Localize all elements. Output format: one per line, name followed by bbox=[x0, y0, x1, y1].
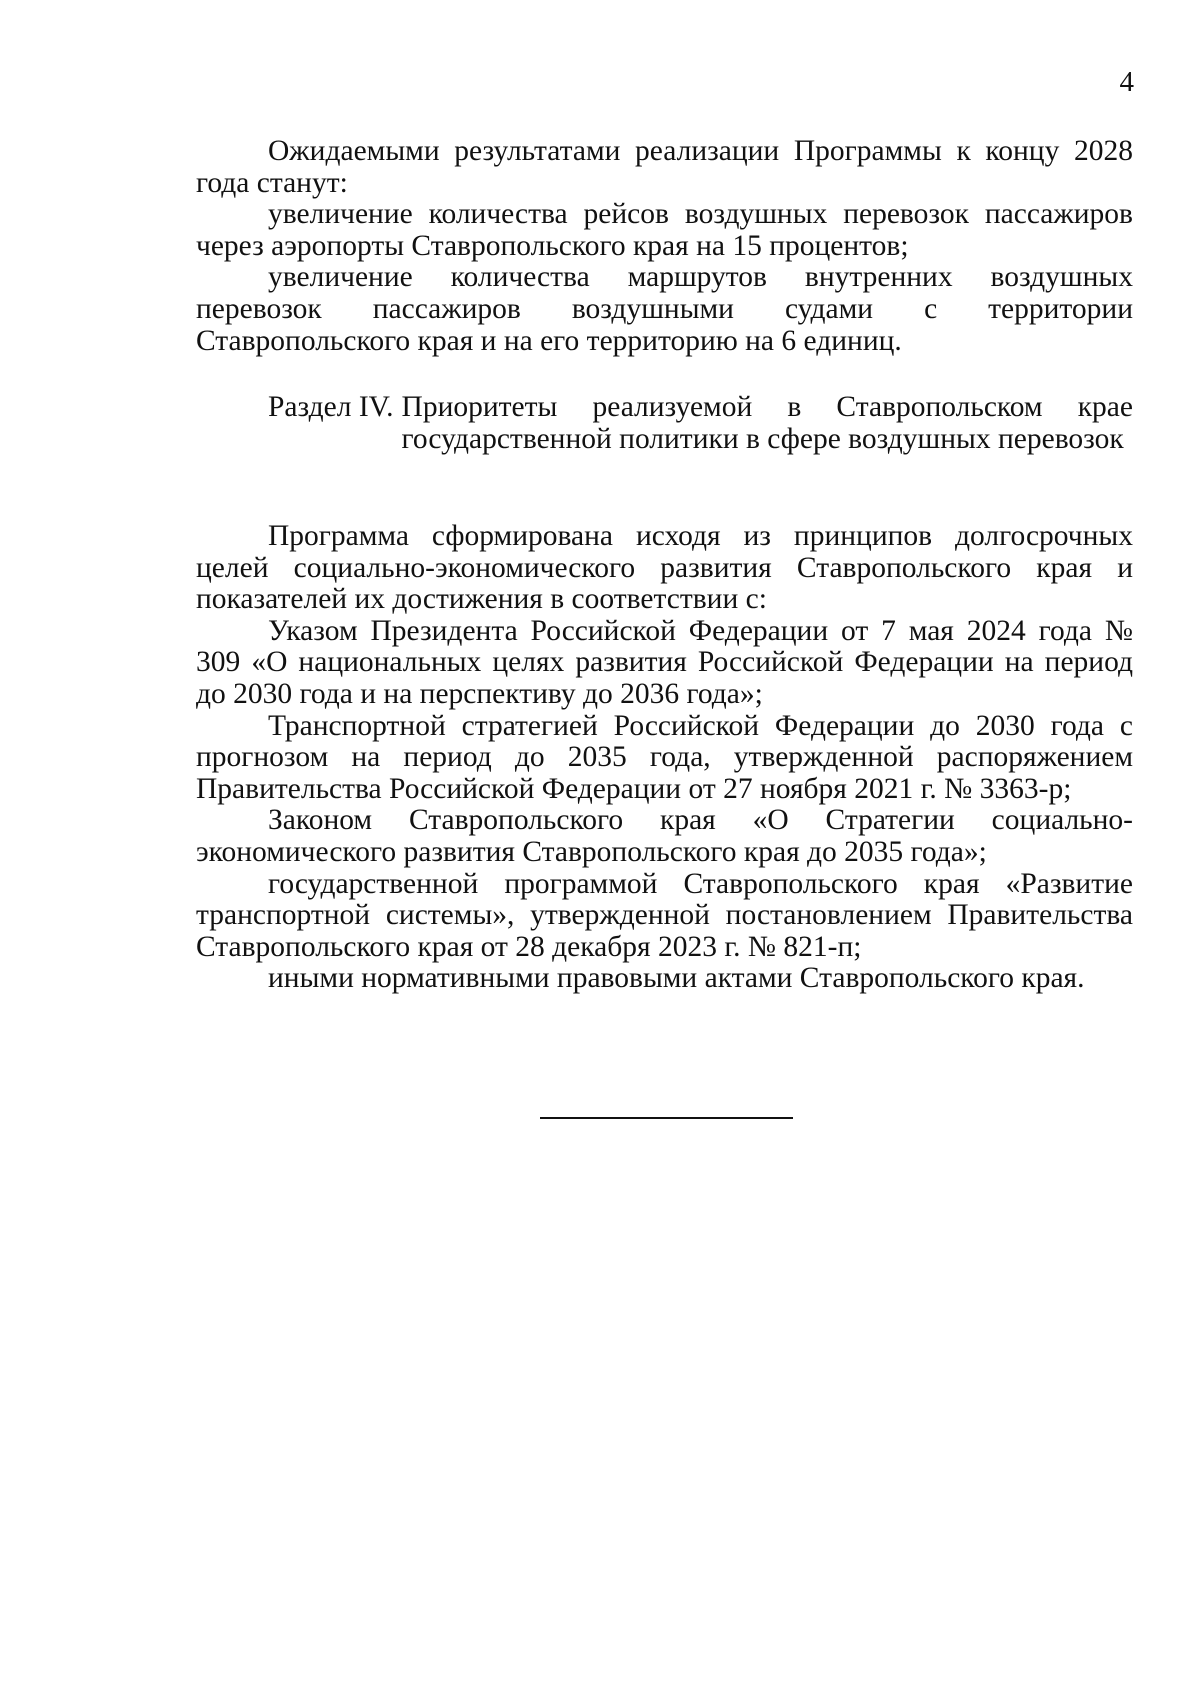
results-item-paragraph: увеличение количества рейсов воздушных перевозок пассажиров через аэропорты Ставропольского края на 15 процентов; bbox=[196, 198, 1133, 262]
priorities-item-paragraph: Транспортной стратегией Российской Федерации до 2030 года с прогнозом на период до 2035 года, утвержденной распоряжением Правительства Российской Федерации от 27 ноября 2021 г. № 3363-р; bbox=[196, 709, 1133, 805]
end-of-document-rule bbox=[540, 1117, 793, 1119]
priorities-intro-paragraph: Программа сформирована исходя из принципов долгосрочных целей социально-экономического развития Ставропольского края и показателей их достижения в соответствии с: bbox=[196, 520, 1133, 616]
section-heading bbox=[268, 392, 1133, 455]
priorities-block bbox=[196, 521, 1133, 995]
results-intro-paragraph: Ожидаемыми результатами реализации Программы к концу 2028 года станут: bbox=[196, 135, 1133, 199]
page-number: 4 bbox=[1119, 66, 1134, 98]
priorities-item-paragraph: Законом Ставропольского края «О Стратегии социально-экономического развития Ставропольского края до 2035 года»; bbox=[196, 804, 1133, 868]
expected-results-block bbox=[196, 136, 1133, 357]
priorities-item-paragraph: государственной программой Ставропольского края «Развитие транспортной системы», утвержденной постановлением Правительства Ставропольского края от 28 декабря 2023 г. № 821-п; bbox=[196, 867, 1133, 963]
priorities-item-paragraph: иными нормативными правовыми актами Ставропольского края. bbox=[268, 962, 1085, 995]
section-title: Приоритеты реализуемой в Ставропольском крае государственной политики в сфере воздушных перевозок bbox=[401, 391, 1133, 455]
section-label: Раздел IV. bbox=[268, 391, 394, 423]
results-item-paragraph: увеличение количества маршрутов внутренних воздушных перевозок пассажиров воздушными судами с территории Ставропольского края и на его территорию на 6 единиц. bbox=[196, 261, 1133, 357]
priorities-item-paragraph: Указом Президента Российской Федерации от 7 мая 2024 года № 309 «О национальных целях развития Российской Федерации на период до 2030 года и на перспективу до 2036 года»; bbox=[196, 614, 1133, 710]
